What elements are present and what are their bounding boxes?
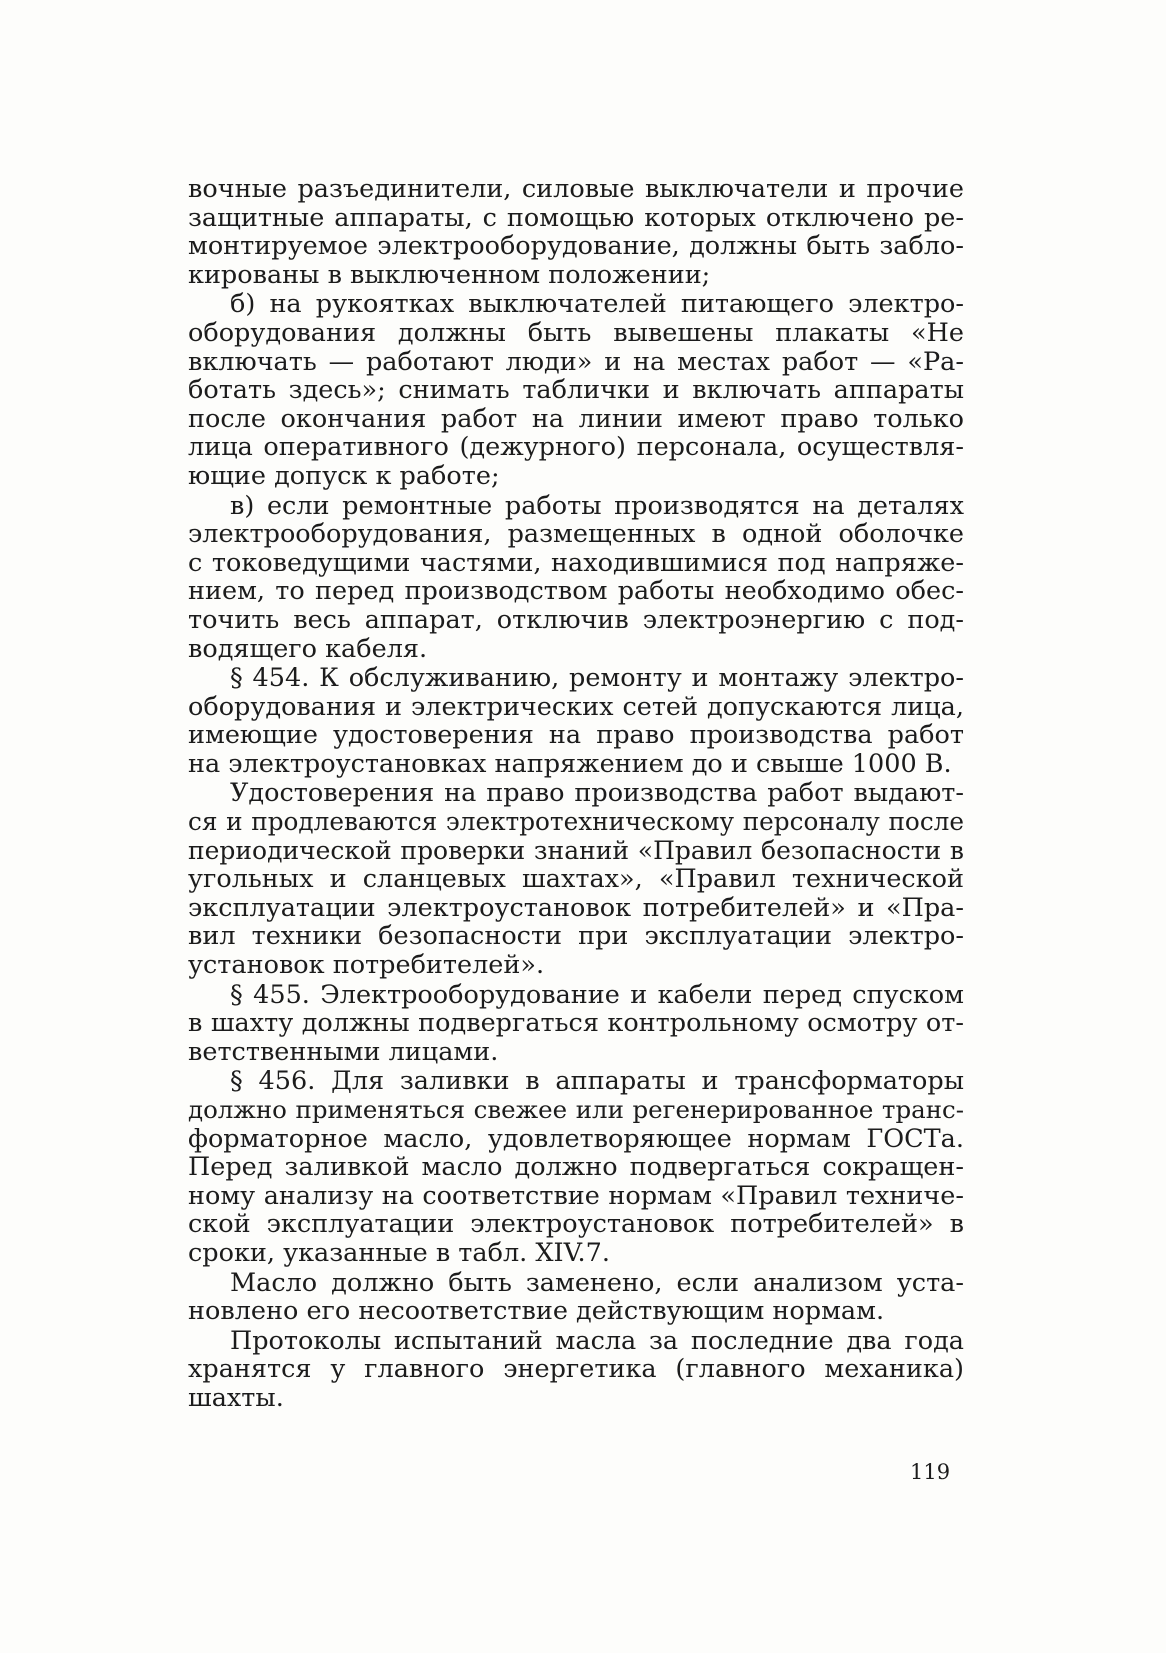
text-line: водящего кабеля. bbox=[188, 633, 428, 664]
text-line: должно применяться свежее или регенерированное транс- bbox=[188, 1095, 964, 1124]
text-line: имеющие удостоверения на право производства работ bbox=[188, 720, 964, 751]
text-line: ному анализу на соответствие нормам «Правил техниче- bbox=[188, 1180, 964, 1211]
text-line: новлено его несоответствие действующим нормам. bbox=[188, 1296, 885, 1327]
text-line: в) если ремонтные работы производятся на деталях bbox=[230, 490, 964, 521]
text-line: угольных и сланцевых шахтах», «Правил технической bbox=[188, 864, 964, 895]
text-line: б) на рукоятках выключателей питающего электро- bbox=[230, 289, 964, 320]
text-line: ботать здесь»; снимать таблички и включать аппараты bbox=[188, 375, 964, 406]
text-line: на электроустановках напряжением до и свыше 1000 В. bbox=[188, 748, 952, 779]
text-line: ветственными лицами. bbox=[188, 1036, 499, 1067]
paragraph-v bbox=[188, 492, 964, 664]
text-line: вил техники безопасности при эксплуатации электро- bbox=[188, 921, 964, 952]
paragraph-maslo bbox=[188, 1269, 964, 1326]
text-line: лица оперативного (дежурного) персонала, осуществля- bbox=[188, 432, 964, 463]
text-line: нием, то перед производством работы необходимо обес- bbox=[188, 576, 964, 607]
text-line: периодической проверки знаний «Правил безопасности в bbox=[188, 835, 964, 865]
paragraph-p455 bbox=[188, 981, 964, 1067]
text-line: оборудования и электрических сетей допускаются лица, bbox=[188, 691, 964, 722]
text-line: Перед заливкой масло должно подвергаться сокращен- bbox=[188, 1152, 964, 1183]
text-line: включать — работают люди» и на местах работ — «Ра- bbox=[188, 346, 964, 377]
text-line: эксплуатации электроустановок потребителей» и «Пра- bbox=[188, 892, 964, 923]
page-number: 119 bbox=[910, 1460, 951, 1484]
text-line: с токоведущими частями, находившимися под напряже- bbox=[188, 547, 964, 578]
text-line: § 454. К обслуживанию, ремонту и монтажу электро- bbox=[230, 663, 964, 694]
text-line: § 456. Для заливки в аппараты и трансформаторы bbox=[230, 1066, 964, 1097]
text-line: Удостоверения на право производства работ выдают- bbox=[230, 778, 964, 809]
text-line: в шахту должны подвергаться контрольному осмотру от- bbox=[188, 1008, 964, 1039]
text-line: ской эксплуатации электроустановок потребителей» в bbox=[188, 1209, 964, 1240]
text-line: § 455. Электрооборудование и кабели перед спуском bbox=[230, 979, 964, 1010]
text-line: форматорное масло, удовлетворяющее нормам ГОСТа. bbox=[188, 1123, 964, 1154]
text-line: шахты. bbox=[188, 1382, 284, 1413]
text-line: монтируемое электрооборудование, должны быть забло- bbox=[188, 231, 964, 262]
text-line: Протоколы испытаний масла за последние два года bbox=[230, 1325, 964, 1356]
text-line: установок потребителей». bbox=[188, 950, 545, 981]
text-line: точить весь аппарат, отключив электроэнергию с под- bbox=[188, 604, 964, 635]
paragraph-protokoly bbox=[188, 1327, 964, 1413]
paragraph-b bbox=[188, 290, 964, 490]
text-line: защитные аппараты, с помощью которых отключено ре- bbox=[188, 202, 964, 233]
text-line: ющие допуск к работе; bbox=[188, 460, 500, 491]
text-line: Масло должно быть заменено, если анализом уста- bbox=[230, 1267, 964, 1298]
text-line: кированы в выключенном положении; bbox=[188, 259, 711, 290]
text-line: сроки, указанные в табл. XIV.7. bbox=[188, 1237, 610, 1268]
text-line: оборудования должны быть вывешены плакаты «Не bbox=[188, 317, 964, 348]
paragraph-p456 bbox=[188, 1067, 964, 1267]
text-line: ся и продлеваются электротехническому персоналу после bbox=[188, 807, 964, 837]
text-line: электрооборудования, размещенных в одной оболочке bbox=[188, 519, 964, 550]
body-text bbox=[188, 175, 964, 1413]
text-line: после окончания работ на линии имеют право только bbox=[188, 403, 964, 434]
paragraph-p454 bbox=[188, 664, 964, 778]
text-line: вочные разъединители, силовые выключатели и прочие bbox=[188, 174, 964, 204]
text-line: хранятся у главного энергетика (главного механика) bbox=[188, 1354, 964, 1385]
paragraph-udost bbox=[188, 779, 964, 979]
paragraph-cont bbox=[188, 175, 964, 289]
